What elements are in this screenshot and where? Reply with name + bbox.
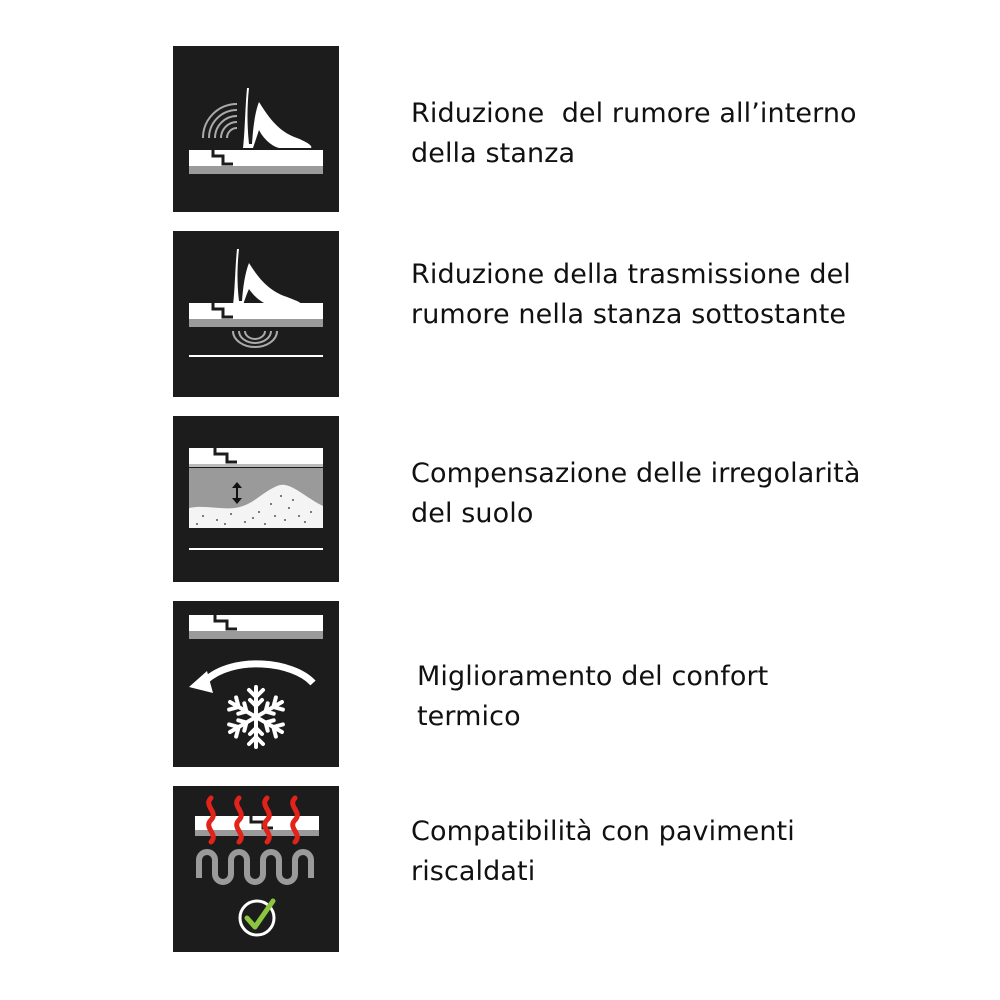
feature-uneven-subfloor: [0, 416, 1000, 582]
feature-description: [411, 812, 795, 892]
feature-line: Compatibilità con pavimenti: [411, 816, 795, 847]
feature-line: Riduzione della trasmissione del: [411, 259, 851, 290]
heel-noise-room-icon: [173, 46, 339, 212]
feature-line: termico: [417, 701, 521, 732]
feature-line: del suolo: [411, 498, 534, 529]
feature-underfloor-heating: [0, 786, 1000, 952]
underfloor-heating-check-icon: [173, 786, 339, 952]
feature-line: Miglioramento del confort: [417, 661, 769, 692]
feature-line: della stanza: [411, 138, 576, 169]
feature-line: rumore nella stanza sottostante: [411, 299, 847, 330]
feature-description: [417, 657, 768, 737]
feature-noise-room: [0, 46, 1000, 212]
feature-description: [411, 94, 857, 174]
feature-line: riscaldati: [411, 856, 536, 887]
feature-noise-below: [0, 231, 1000, 397]
heel-noise-below-icon: [173, 231, 339, 397]
feature-line: Compensazione delle irregolarità: [411, 458, 861, 489]
feature-thermal-comfort: [0, 601, 1000, 767]
feature-description: [411, 454, 860, 534]
thermal-comfort-snowflake-icon: [173, 601, 339, 767]
uneven-subfloor-icon: [173, 416, 339, 582]
feature-line: Riduzione del rumore all’interno: [411, 98, 857, 129]
feature-description: [411, 255, 851, 335]
